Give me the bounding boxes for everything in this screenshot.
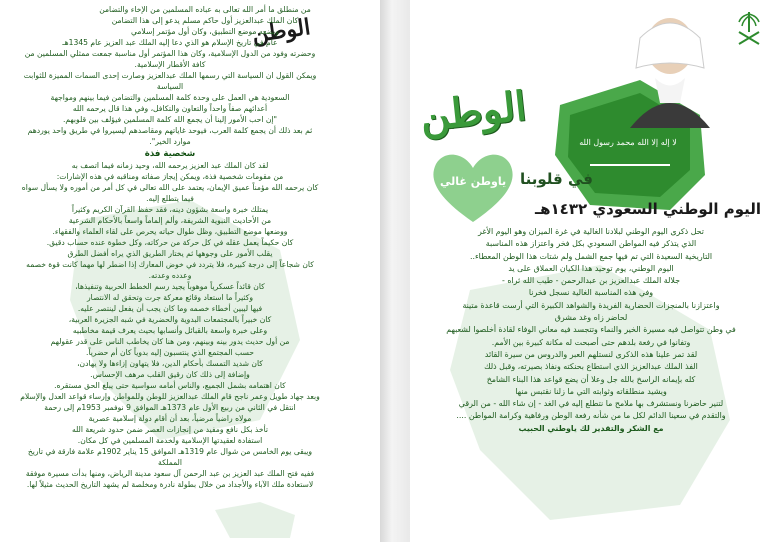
in-our-hearts-text: في قلوبنا — [520, 170, 593, 188]
paragraph: من منطلق ما أمر الله تعالى به عباده المسلمين من الإخاء والتضامن — [99, 5, 311, 14]
paragraph: اليوم الوطني، يوم توحيد هذا الكيان العملاق على يد — [508, 263, 674, 273]
paragraph: جلالة الملك عبدالعزيز بن عبدالرحمن - طيب الله ثراه - — [501, 276, 680, 286]
paragraph: فيها ليبين أخطاء خصمه وما كان يجب أن يفعل لينتصر عليه. — [77, 304, 263, 313]
paragraph: لقد كان الملك عبد العزيز يرحمه الله، وحيد زمانه فيما اتصف به — [71, 161, 269, 170]
paragraph: من أول حديث يدور بينه وبينهم، ومن هنا كان يخاطب الناس على قدر عقولهم — [50, 337, 290, 346]
left-page — [0, 0, 380, 542]
paragraph: كان قائداً عسكرياً موهوباً يجيد رسم الخطط الحربية وتنفيذها، — [75, 282, 265, 291]
paragraph: واعتزازنا بالمنجزات الحضارية الفريدة والشواهد الكبيرة التي أرست قاعدة متينة — [462, 300, 720, 310]
palm-swords-emblem-icon — [735, 10, 763, 48]
paragraph: تحل ذكرى اليوم الوطني لبلادنا الغالية في غرة الميزان وهو اليوم الأغر — [478, 227, 704, 236]
paragraph: عام في تاريخ الإسلام هو الذي دعا إليه الملك عبد العزيز عام 1345هـ — [62, 38, 278, 47]
paragraph: كان شجاعاً إلى درجة كبيرة، فلا يتردد في خوض المعارك إذا اضطر لها مهما كانت قوة خصمه وعدده وعدته. — [26, 260, 314, 280]
paragraph: من مقومات شخصية فذة، ويمكن إيجاز صفاته ومناقبه في هذه الإشارات: — [56, 172, 284, 181]
page-gutter — [380, 0, 410, 542]
paragraph: وتفانوا في رفعة بلدهم حتى أصبحت له مكانة كبيرة بين الأمم. — [491, 337, 691, 347]
paragraph: مولاه راضياً مرضياً، بعد أن أقام دولة إسلامية عصرية — [88, 414, 252, 423]
paragraph: كان اهتمامه بشمل الجميع، والناس أمامه سواسية حتى يبلغ الحق مستقره. — [54, 381, 286, 390]
paragraph: تأخذ بكل نافع ومفيد من إنجازات العصر ضمن حدود شريعة الله — [71, 425, 269, 434]
paragraph: والتقدم في سعينا الدائم لكل ما من شأنه رفعة الوطن ورفاهية وكرامة المواطن .... — [456, 411, 726, 421]
subtitle: اليوم الوطني السعودي ١٤٣٢هـ — [535, 200, 762, 218]
paragraph: في وطن تتواصل فيه مسيرة الخير والنماء وتتجسد فيه معاني الوفاء لقادة أخلصوا لشعبهم — [446, 325, 736, 335]
main-title: الوطن — [417, 82, 529, 141]
paragraph: وعلى خبرة واسعة بالقبائل وأنسابها بحيث يعرف قيمة مخاطبيه — [72, 326, 268, 335]
right-body-text — [426, 226, 756, 435]
left-intro-text — [20, 4, 320, 490]
paragraph: يقلب الأمور على وجوهها ثم يختار الطريق الذي يراه أفضل الطرق — [67, 249, 273, 258]
paragraph: وكثيراً ما استعاد وقائع معركة جرت وتحقق له الانتصار — [86, 293, 254, 302]
paragraph: التاريخية السعيدة التي تم فيها جمع الشمل ولم شتات هذا الوطن المعطاء.. — [469, 251, 713, 261]
paragraph: لقد تمر علينا هذه الذكرى لنستلهم العبر والدروس من سيرة القائد — [484, 349, 698, 359]
paragraph: لحاضر زاه وغد مشرق — [554, 313, 628, 323]
flag-shahada-text: لا إله إلا الله محمد رسول الله — [579, 138, 677, 147]
paragraph: وإضافة إلى ذلك كان رقيق القلب مرهف الإحساس. — [90, 370, 250, 379]
saudi-map-watermark-small — [210, 500, 300, 540]
paragraph: من الأحاديث النبوية الشريفة، وألم إلماماً واسعاً بالأحكام الشرعية — [68, 216, 272, 225]
paragraph: كله بإيمانه الراسخ بالله جل وعلا أن يضع قواعد هذا البناء الشامخ — [486, 374, 696, 384]
heart-label: ياوطن غالي — [440, 175, 507, 188]
paragraph: حسب المجتمع الذي ينتسبون إليه بدوياً كان أم حضرياً. — [86, 348, 254, 357]
right-page — [410, 0, 768, 542]
paragraph: ففيه فتح الملك عبد العزيز بن عبد الرحمن آل سعود مدينة الرياض، ومنها بدأت مسيرة موفقة — [25, 469, 315, 478]
paragraph: مع الشكر والتقدير لك ياوطني الحبيب — [518, 423, 664, 433]
paragraph: كان حكيماً يعمل عقله في كل حركة من حركاته، وكل خطوة عنده حساب دقيق. — [46, 238, 294, 247]
paragraph: السعودية هي العمل على وحدة كلمة المسلمين والتضامن فيما بينهم ومواجهة — [50, 93, 290, 102]
paragraph: لتنير حاضرنا ونستشرف بها ملامح ما نتطلع إليه في الغد - إن شاء الله - من الرقي — [458, 399, 724, 409]
paragraph: انتقل في الثاني من ربيع الأول عام 1373هـ الموافق 9 نوفمبر 1953م إلى رحمة — [44, 403, 296, 412]
paragraph: ووضعها موضع التطبيق، وظل طوال حياته يحرص على لقاء العلماء والفقهاء. — [52, 227, 288, 236]
paragraph: وبعد جهاد طويل وعمر ناجح قام الملك عبدالعزيز للوطن وللمواطن وإرساء قواعد العدل والإسلام — [20, 392, 320, 401]
paragraph: يمتلك خبرة واسعة بشؤون دينه، فقد حفظ القرآن الكريم وكثيراً — [71, 205, 269, 214]
paragraph: كان يرحمه الله مؤمناً عميق الإيمان، يعتمد على الله تعالى في كل أمر من أموره ولا يسأل سواه فيما يتطلع إليه. — [21, 183, 319, 203]
paragraph: وحضرته وفود من الدول الإسلامية، وكان هذا المؤتمر أول مناسبة جمعت ممثلي المسلمين من كافة الأقطار الإسلامية. — [24, 49, 316, 69]
paragraph: ثم بعد ذلك أن يجمع كلمة العرب، فيوحد غاياتهم ومقاصدهم ليسيروا في طريق واحد يوردهم موارد الخير". — [27, 126, 313, 146]
paragraph: أعدائهم صفاً واحداً والتعاون والتكافل، وفي هذا قال يرحمه الله — [72, 104, 268, 113]
paragraph: ويشيد منطلقاته وثوابته التي ما زلنا نقتبس منها — [515, 386, 667, 396]
paragraph: الفذ الملك عبدالعزيز الذي استطاع بحنكته ونفاذ بصيرته، وقبل ذلك — [484, 362, 698, 372]
paragraph: استفادة لعقيدتها الإسلامية ولخدمة المسلمين في كل مكان. — [77, 436, 263, 445]
section-heading: شخصية فذة — [144, 149, 196, 159]
left-title: الوطن — [250, 14, 312, 48]
paragraph: كان شديد التمسك بأحكام الدين، فلا يتهاون إزاءها ولا يهادن، — [77, 359, 263, 368]
paragraph: ويبقى يوم الخامس من شوال عام 1319هـ الموافق 15 يناير 1902م علامة فارقة في تاريخ المملكة — [27, 447, 313, 467]
paragraph: ويضعه موضع التطبيق، وكان أول مؤتمر إسلامي — [131, 27, 279, 36]
paragraph: ويمكن القول ان السياسة التي رسمها الملك عبدالعزيز وصارت إحدى السمات المميزة للثوابت السياسة — [23, 71, 317, 91]
king-portrait — [600, 8, 735, 128]
paragraph: كان خبيراً بالمجتمعات البدوية والحضرية في شبه الجزيرة العربية، — [68, 315, 272, 324]
paragraph: كان الملك عبدالعزيز أول حاكم مسلم يدعو إلى هذا التضامن — [111, 16, 299, 25]
paragraph: "إن احب الأمور إلينا أن يجمع الله كلمة المسلمين فيؤلف بين قلوبهم. — [62, 115, 278, 124]
paragraph: الذي يتذكر فيه المواطن السعودي بكل فخر واعتزاز هذه المناسبة — [485, 239, 697, 249]
paragraph: لاستعادة ملك الآباء والأجداد من خلال بطولة نادرة ومخلصة لم يشهد التاريخ الحديث مثيلاً لها. — [26, 480, 314, 489]
paragraph: وفي هذه المناسبة الغالية نسجل فخرنا — [528, 288, 654, 298]
